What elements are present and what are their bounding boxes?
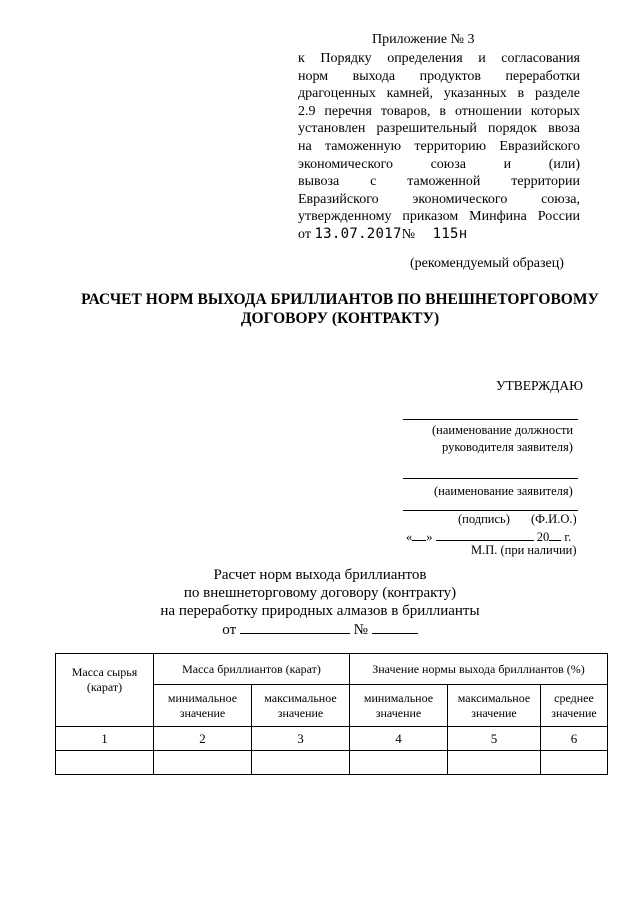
order-reference (298, 226, 468, 243)
appendix-line: к Порядку определения и согласования (298, 51, 580, 66)
name-caption: (Ф.И.О.) (531, 512, 577, 526)
appendix-title: Приложение № 3 (372, 32, 475, 47)
year-prefix: 20 (536, 530, 550, 544)
date-blank (240, 621, 350, 634)
signature-caption: (подпись) (458, 512, 510, 526)
recommended-sample-note: (рекомендуемый образец) (410, 256, 564, 271)
diamond-max-header: максимальное значение (252, 685, 350, 727)
raw-mass-header: Масса сырья (карат) (56, 654, 154, 727)
appendix-line: утвержденному приказом Минфина России (298, 209, 580, 225)
empty-cell[interactable] (448, 751, 541, 775)
number-label: № (353, 621, 368, 638)
diamond-mass-header: Масса бриллиантов (карат) (154, 654, 350, 685)
calculation-date-number (100, 621, 540, 639)
empty-cell[interactable] (154, 751, 252, 775)
empty-cell[interactable] (541, 751, 608, 775)
order-prefix: от (298, 227, 311, 242)
position-caption: (наименование должности (432, 423, 574, 437)
yield-min-header: минимальное значение (350, 685, 448, 727)
yield-norm-header: Значение нормы выхода бриллиантов (%) (350, 654, 608, 685)
appendix-line: экономического союза и (или) (298, 156, 580, 172)
calculation-line: Расчет норм выхода бриллиантов (213, 567, 427, 583)
calculation-line: на переработку природных алмазов в бриллианты (160, 603, 480, 620)
year-blank (549, 528, 561, 541)
close-quote: » (426, 530, 433, 544)
document-title (60, 290, 620, 328)
empty-cell[interactable] (56, 751, 154, 775)
day-blank (412, 528, 426, 541)
order-date-stamp: 13.07.2017 (314, 226, 402, 242)
empty-cell[interactable] (252, 751, 350, 775)
document-title-line: РАСЧЕТ НОРМ ВЫХОДА БРИЛЛИАНТОВ ПО ВНЕШНЕТОРГОВОМУ (81, 291, 599, 308)
position-line (403, 419, 578, 420)
appendix-line: на таможенную территорию Евразийского (298, 138, 580, 154)
document-title-line: ДОГОВОРУ (КОНТРАКТУ) (240, 310, 440, 327)
yield-norms-table (55, 653, 608, 775)
appendix-line: установлен разрешительный порядок ввоза (298, 121, 580, 137)
appendix-line: 2.9 перечня товаров, в отношении которых (298, 103, 580, 119)
column-number: 5 (448, 727, 541, 751)
yield-avg-header: среднее значение (541, 685, 608, 727)
appendix-line: норм выхода продуктов переработки (298, 68, 580, 84)
applicant-line (403, 478, 578, 479)
column-number: 2 (154, 727, 252, 751)
column-number: 1 (56, 727, 154, 751)
signature-line (403, 510, 578, 511)
appendix-line: вывоза с таможенной территории (298, 174, 580, 190)
empty-cell[interactable] (350, 751, 448, 775)
diamond-min-header: минимальное значение (154, 685, 252, 727)
from-label: от (222, 621, 237, 638)
year-suffix: г. (564, 530, 572, 544)
calculation-line: по внешнеторговому договору (контракту) (183, 585, 457, 602)
number-blank (372, 621, 418, 634)
approval-heading: УТВЕРЖДАЮ (496, 378, 584, 393)
applicant-caption: (наименование заявителя) (434, 484, 573, 498)
calculation-heading (100, 566, 540, 639)
appendix-line: драгоценных камней, указанных в разделе (298, 86, 580, 102)
open-quote: « (406, 530, 413, 544)
column-number: 4 (350, 727, 448, 751)
month-blank (436, 528, 534, 541)
appendix-reference (298, 50, 580, 226)
appendix-line: Евразийского экономического союза, (298, 191, 580, 207)
order-number-stamp: 115н (432, 226, 468, 242)
column-number: 3 (252, 727, 350, 751)
order-number-sign: № (401, 227, 416, 242)
seal-caption: М.П. (при наличии) (471, 543, 577, 557)
column-number: 6 (541, 727, 608, 751)
yield-max-header: максимальное значение (448, 685, 541, 727)
position-caption: руководителя заявителя) (442, 440, 573, 454)
